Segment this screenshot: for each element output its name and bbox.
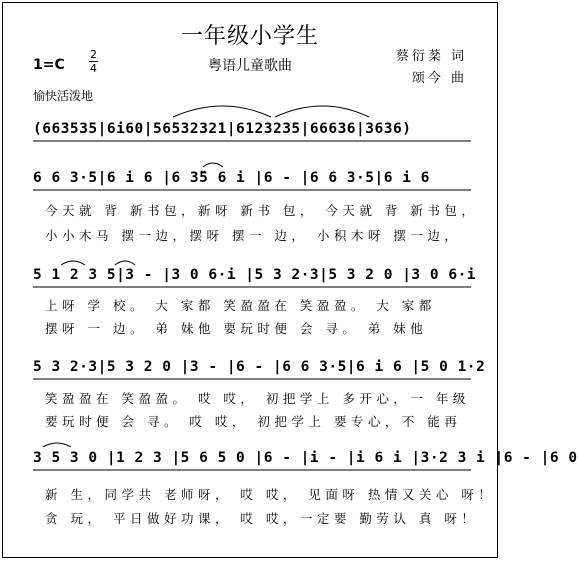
notation-line-4: 5 3 2·3|5 3 2 0 |3 - |6 - |6 6 3·5|6 i 6 |5 0 1·2 xyxy=(33,359,486,375)
lyric-line: 摆呀 一 边。 弟 妹他 要玩时便 会 寻。 弟 妹他 xyxy=(45,321,428,336)
slur-mark xyxy=(173,106,271,117)
notation-line-5: 3 5 3 0 |1 2 3 |5 6 5 0 |6 - |i - |i 6 i |3·2 3 i |6 - |6 0 xyxy=(33,450,578,466)
slur-mark xyxy=(43,443,71,447)
notation-line-2: 6 6 3·5|6 i 6 |6 3̈5 6 i |6 - |6 6 3·5|6 i 6 xyxy=(33,170,430,186)
lyric-line: 新 生，同学共 老师呀， 哎 哎， 见面呀 热情又关心 呀！ xyxy=(45,487,496,502)
lyric-line: 今天就 背 新书包，新呀 新书 包， 今天就 背 新书包， xyxy=(45,203,479,218)
song-subtitle: 粤语儿童歌曲 xyxy=(208,58,292,74)
lyric-line: 上呀 学 校。 大 家都 笑盈盈在 笑盈盈。 大 家都 xyxy=(45,298,436,313)
slur-mark xyxy=(203,163,223,167)
slur-mark xyxy=(115,261,135,265)
time-sig-top: 2 xyxy=(90,48,97,61)
notation-line-1: (663535|6i60|56532321|6123235|66636|3636) xyxy=(33,121,412,137)
song-title: 一年级小学生 xyxy=(180,24,319,49)
slur-mark xyxy=(275,106,369,117)
time-sig-bottom: 4 xyxy=(90,62,97,75)
notation-line-3: 5 1 2 3 5|3 - |3 0 6·i |5 3 2·3|5 3 2 0 |3 0 6·i xyxy=(33,267,477,283)
lyric-line: 要玩时便 会 寻。 哎 哎， 初把学上 要专心，不 能再 xyxy=(45,414,462,429)
tempo-marking: 愉快活泼地 xyxy=(33,89,94,103)
lyricist-credit: 蔡衍棻 词 xyxy=(395,49,467,64)
lyric-line: 贪 玩， 平日做好功课， 哎 哎，一定要 勤劳认 真 呀！ xyxy=(45,511,479,526)
lyric-line: 小小木马 摆一边，摆呀 摆一 边， 小积木呀 摆一边， xyxy=(45,228,462,243)
slur-mark xyxy=(61,261,85,265)
sheet-music-page xyxy=(2,2,578,558)
key-signature: 1=C xyxy=(33,57,65,73)
notation-marks xyxy=(3,3,499,559)
composer-credit: 颂今 曲 xyxy=(411,71,467,86)
lyric-line: 笑盈盈在 笑盈盈。 哎 哎， 初把学上 多开心，一 年级 xyxy=(45,391,470,406)
